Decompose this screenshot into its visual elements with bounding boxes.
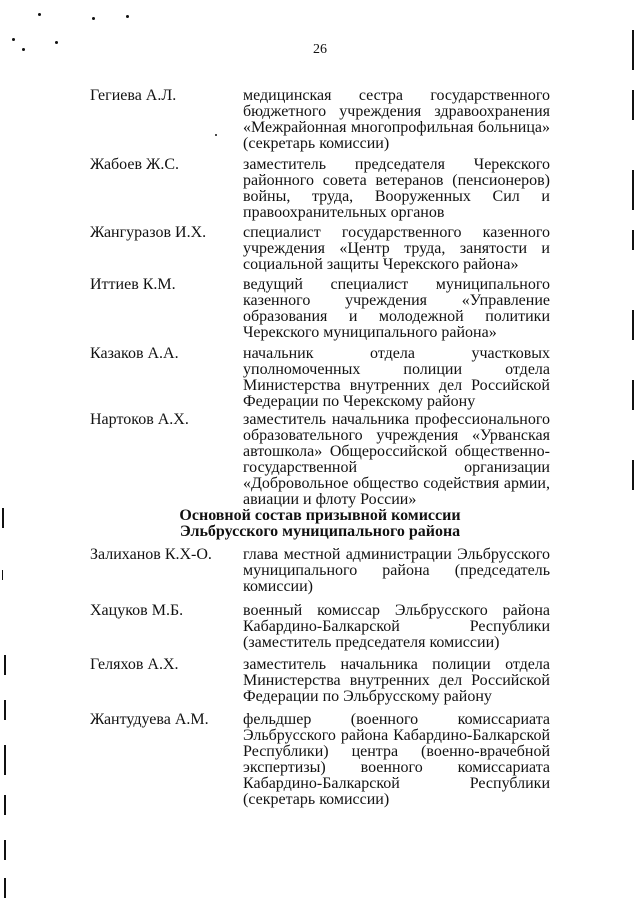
scan-speck — [12, 38, 15, 41]
member-position: фельдшер (военного комиссариата Эльбрусского района Кабардино-Балкарской Республики) центра (военно-врачебной экспертизы) военного комиссариата Кабардино-Балкарской Республики (секретарь комиссии) — [243, 711, 550, 808]
scan-edge-line — [632, 170, 634, 210]
member-name: Хацуков М.Б. — [90, 602, 184, 619]
scan-edge-line — [4, 795, 6, 815]
member-name: Геляхов А.Х. — [90, 656, 179, 673]
member-name: Жангуразов И.Х. — [90, 224, 207, 241]
member-name: Жабоев Ж.С. — [90, 156, 180, 173]
member-name: Залиханов К.Х-О. — [90, 546, 212, 563]
member-position: заместитель начальника профессионального образовательного учреждения «Урванская автошкола» Общероссийской общественно-государственной организации «Добровольное общество содействия армии, авиации и флоту России» — [243, 411, 550, 508]
member-position: глава местной администрации Эльбрусского муниципального района (председатель комиссии) — [243, 546, 550, 595]
scan-edge-line — [4, 745, 6, 775]
member-position: заместитель начальника полиции отдела Министерства внутренних дел Российской Федерации по Эльбрусскому району — [243, 656, 550, 705]
scan-edge-line — [4, 700, 6, 720]
section-heading-line: Основной состав призывной комиссии — [179, 507, 461, 524]
scan-edge-line — [632, 380, 634, 410]
member-name: Нартоков А.Х. — [90, 411, 189, 428]
scan-edge-line — [4, 655, 6, 675]
scan-edge-line — [4, 840, 6, 860]
section-heading-line: Эльбрусского муниципального района — [179, 523, 461, 540]
scan-speck — [126, 15, 129, 18]
scan-edge-line — [632, 460, 634, 490]
scan-edge-line — [632, 310, 634, 340]
member-name: Гегиева А.Л. — [90, 87, 177, 104]
member-position: начальник отдела участковых уполномоченных полиции отдела Министерства внутренних дел Российской Федерации по Черекскому району — [243, 345, 550, 410]
page-number: 26 — [313, 42, 327, 57]
member-position: медицинская сестра государственного бюджетного учреждения здравоохранения «Межрайонная многопрофильная больница» (секретарь комиссии) — [243, 87, 550, 152]
scan-edge-line — [4, 878, 6, 898]
scan-edge-line — [632, 90, 634, 120]
scan-speck — [92, 17, 95, 20]
member-position: заместитель председателя Черекского районного совета ветеранов (пенсионеров) войны, труда, Вооруженных Сил и правоохранительных органов — [243, 156, 550, 221]
section-heading — [0, 508, 640, 540]
scan-speck — [38, 13, 41, 16]
member-position: специалист государственного казенного учреждения «Центр труда, занятости и социальной защиты Черекского района» — [243, 224, 550, 273]
member-name: Жантудуева А.М. — [90, 711, 209, 728]
scan-speck — [215, 134, 217, 136]
member-position: военный комиссар Эльбрусского района Кабардино-Балкарской Республики (заместитель председателя комиссии) — [243, 602, 550, 651]
scan-edge-line — [2, 570, 3, 580]
member-name: Казаков А.А. — [90, 345, 179, 362]
member-name: Иттиев К.М. — [90, 276, 176, 293]
scan-edge-line — [632, 230, 634, 250]
member-position: ведущий специалист муниципального казенного учреждения «Управление образования и молодежной политики Черекского муниципального района» — [243, 276, 550, 341]
